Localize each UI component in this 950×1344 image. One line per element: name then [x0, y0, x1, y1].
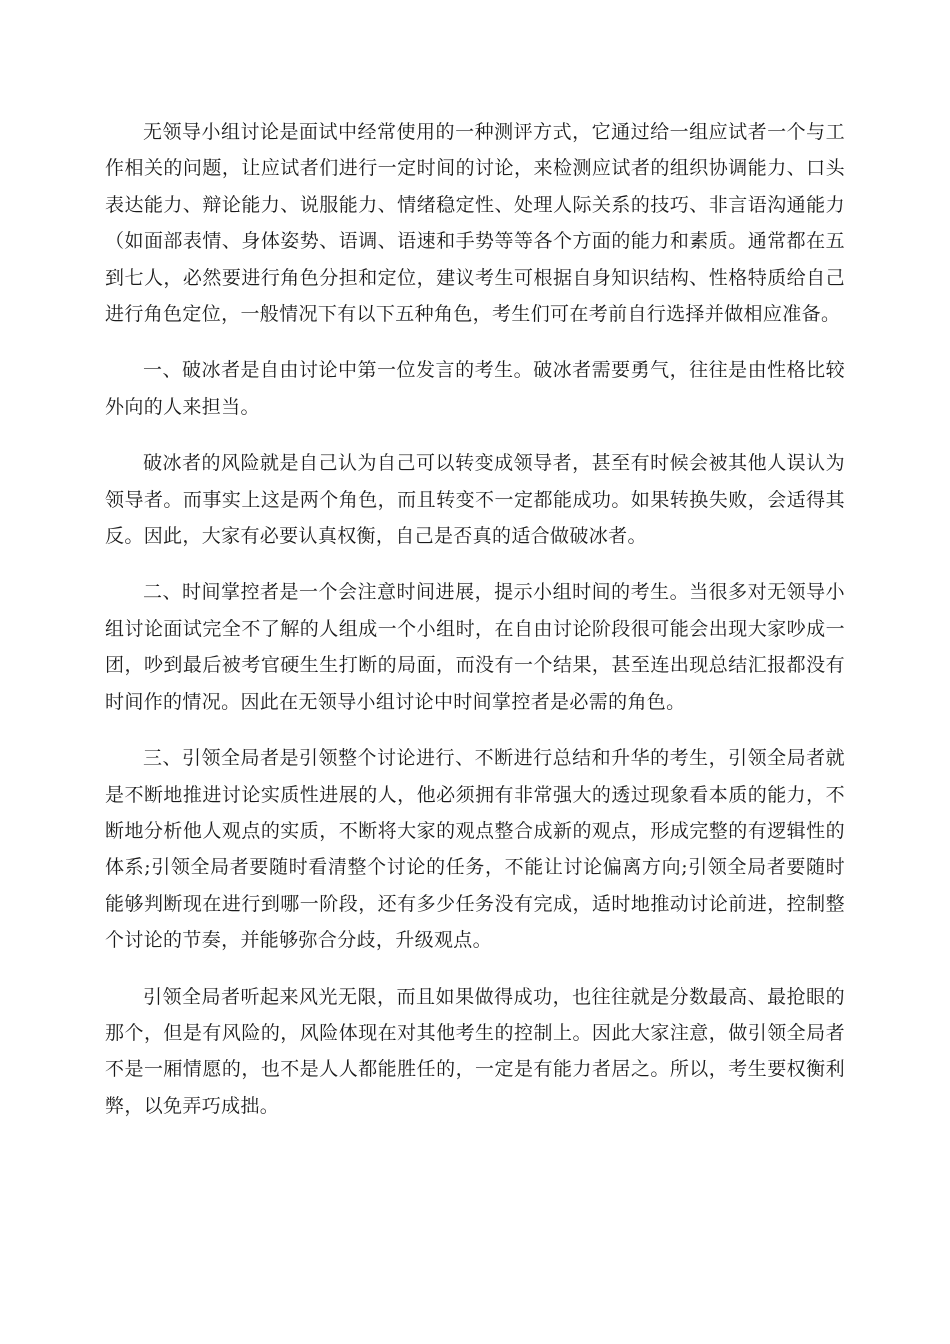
paragraph-role-timekeeper: 二、时间掌控者是一个会注意时间进展，提示小组时间的考生。当很多对无领导小组讨论面试完全不了解的人组成一个小组时，在自由讨论阶段很可能会出现大家吵成一团，吵到最后被考官硬生生打断的局面，而没有一个结果，甚至连出现总结汇报都没有时间作的情况。因此在无领导小组讨论中时间掌控者是必需的角色。	[105, 581, 845, 713]
paragraph-icebreaker-risk: 破冰者的风险就是自己认为自己可以转变成领导者，甚至有时候会被其他人误认为领导者。而事实上这是两个角色，而且转变不一定都能成功。如果转换失败，会适得其反。因此，大家有必要认真权衡，自己是否真的适合做破冰者。	[105, 452, 845, 548]
paragraph-intro: 无领导小组讨论是面试中经常使用的一种测评方式，它通过给一组应试者一个与工作相关的问题，让应试者们进行一定时间的讨论，来检测应试者的组织协调能力、口头表达能力、辩论能力、说服能力、情绪稳定性、处理人际关系的技巧、非言语沟通能力（如面部表情、身体姿势、语调、语速和手势等等各个方面的能力和素质。通常都在五到七人，必然要进行角色分担和定位，建议考生可根据自身知识结构、性格特质给自己进行角色定位，一般情况下有以下五种角色，考生们可在考前自行选择并做相应准备。	[105, 121, 845, 326]
paragraph-role-icebreaker: 一、破冰者是自由讨论中第一位发言的考生。破冰者需要勇气，往往是由性格比较外向的人来担当。	[105, 359, 845, 418]
paragraph-leader-risk: 引领全局者听起来风光无限，而且如果做得成功，也往往就是分数最高、最抢眼的那个，但是有风险的，风险体现在对其他考生的控制上。因此大家注意，做引领全局者不是一厢情愿的，也不是人人都能胜任的，一定是有能力者居之。所以，考生要权衡利弊，以免弄巧成拙。	[105, 985, 845, 1117]
document-body	[105, 114, 845, 1144]
paragraph-role-leader: 三、引领全局者是引领整个讨论进行、不断进行总结和升华的考生，引领全局者就是不断地推进讨论实质性进展的人，他必须拥有非常强大的透过现象看本质的能力，不断地分析他人观点的实质，不断将大家的观点整合成新的观点，形成完整的有逻辑性的体系;引领全局者要随时看清整个讨论的任务，不能让讨论偏离方向;引领全局者要随时能够判断现在进行到哪一阶段，还有多少任务没有完成，适时地推动讨论前进，控制整个讨论的节奏，并能够弥合分歧，升级观点。	[105, 747, 845, 952]
